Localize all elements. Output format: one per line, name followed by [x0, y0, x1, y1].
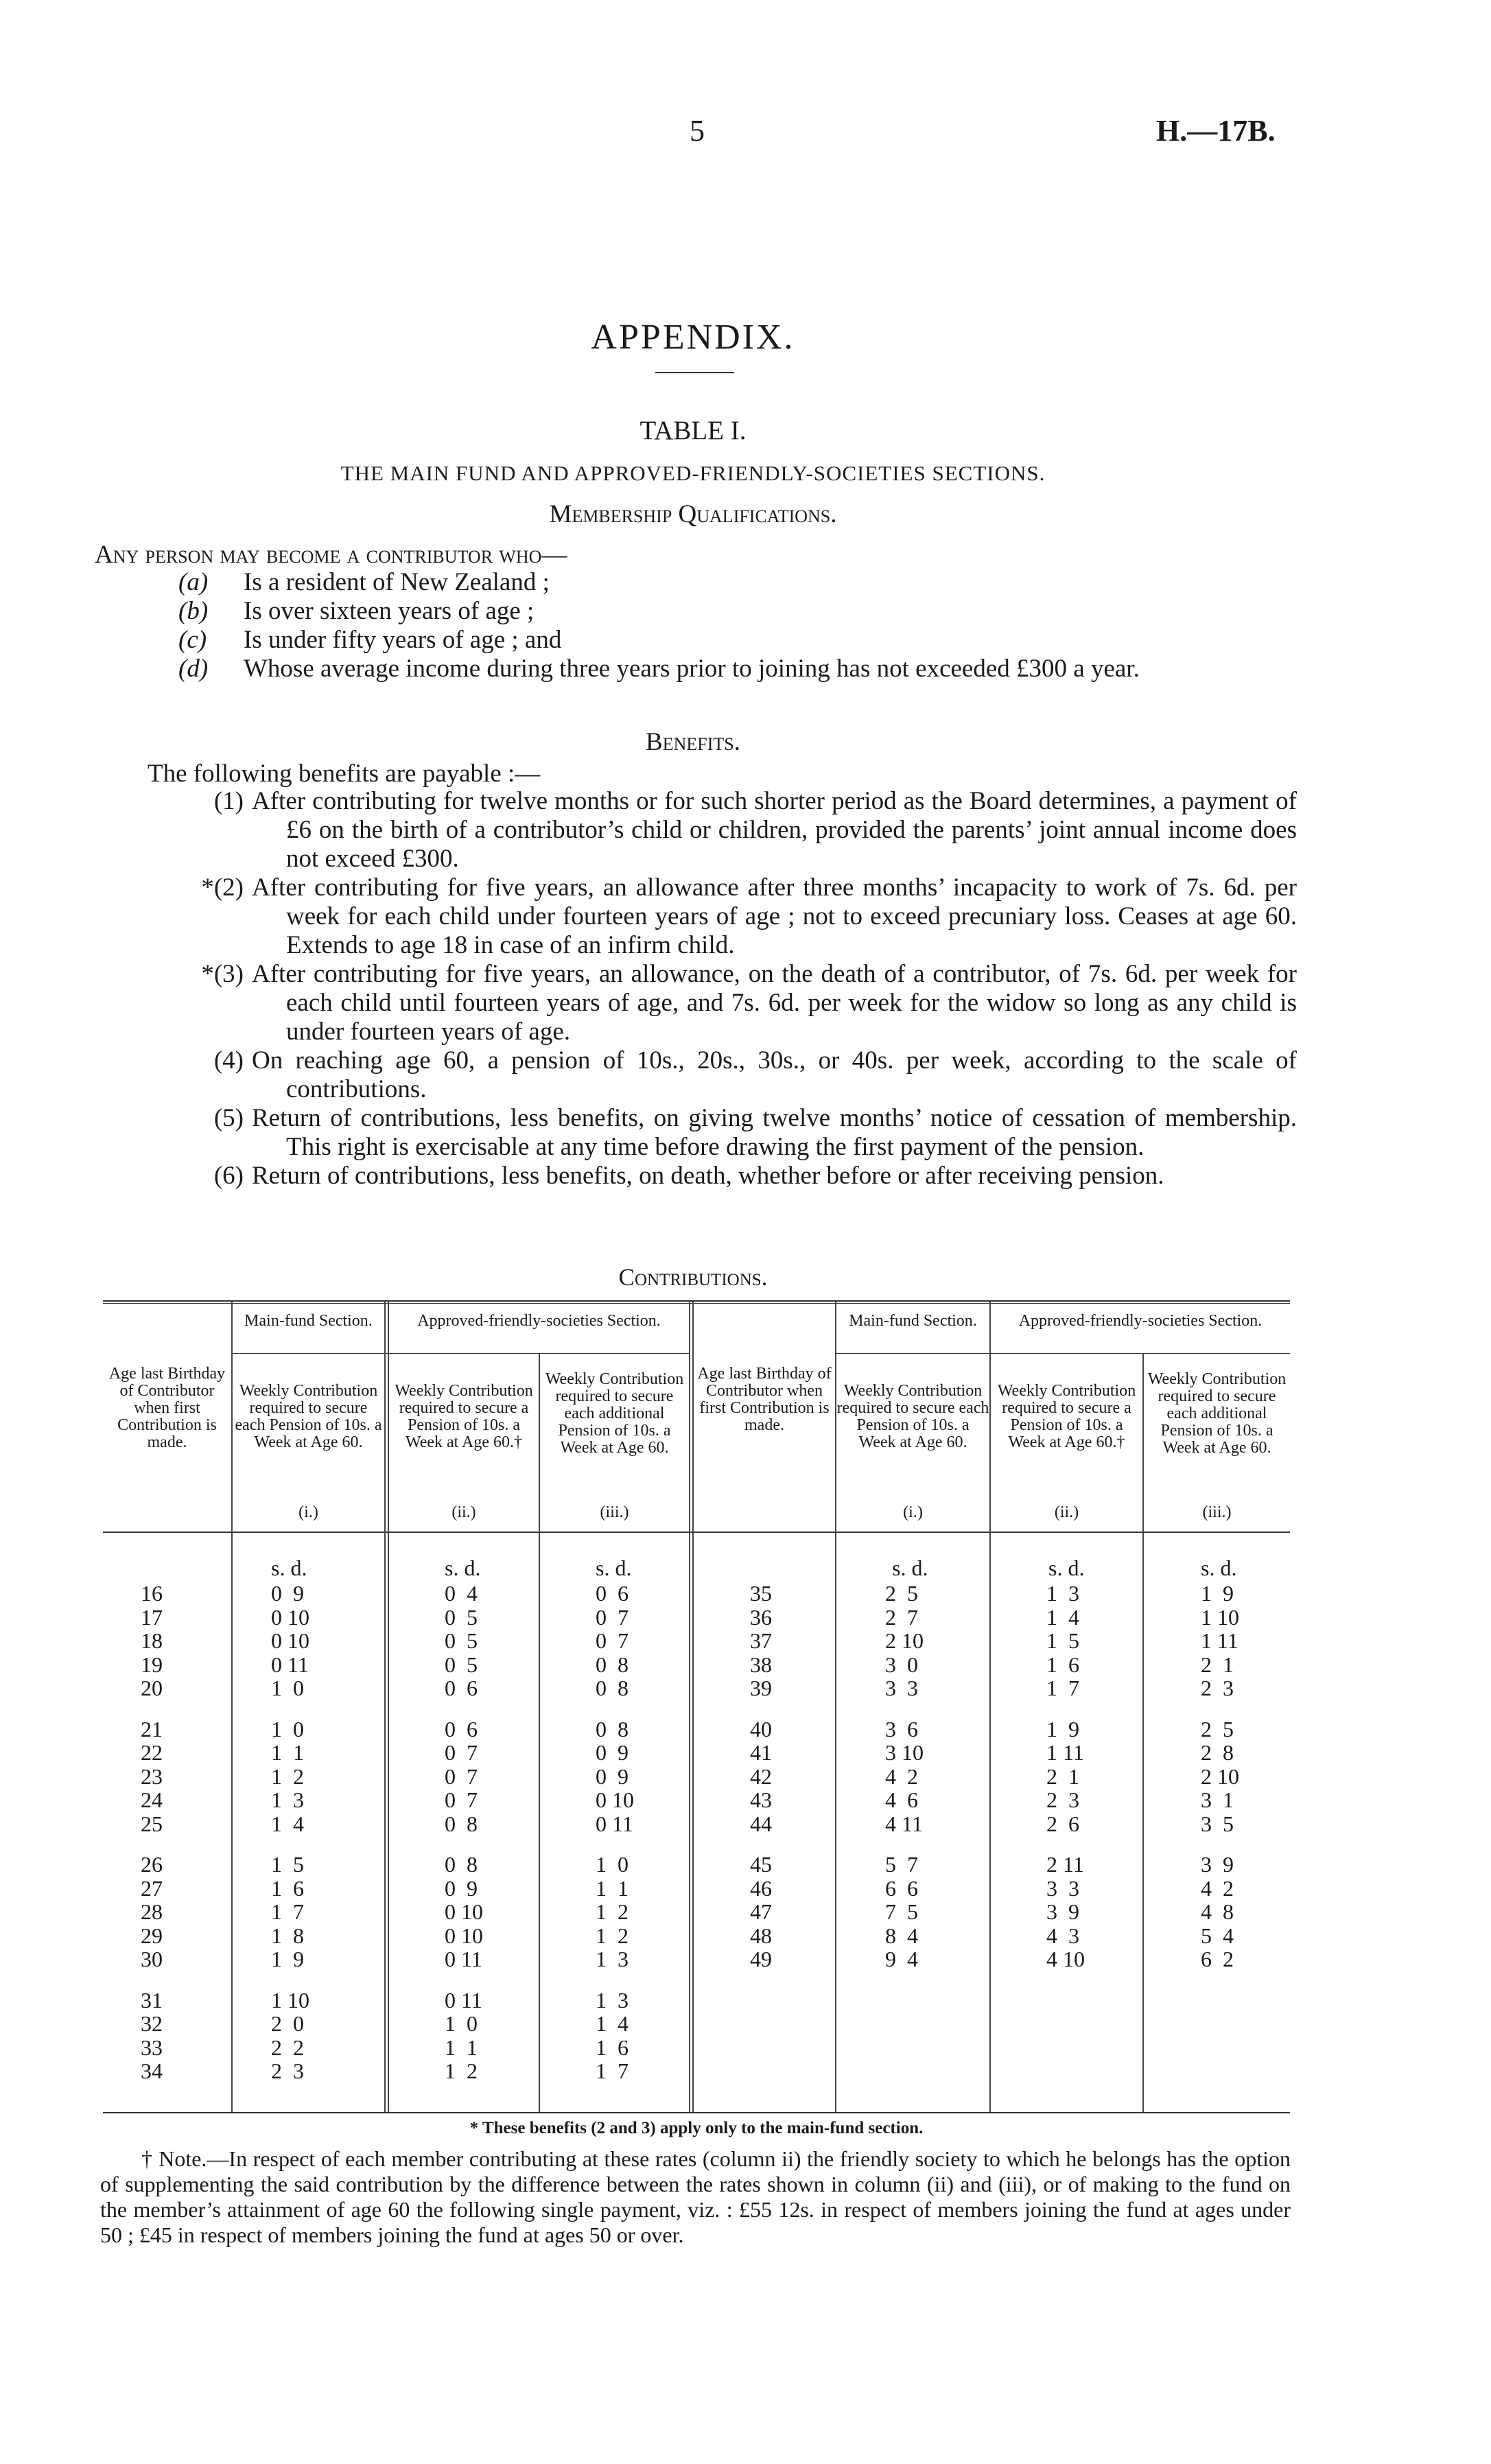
header-col-ii-right: Weekly Contribution required to secure a Pension of 10s. a Week at Age 60.† [997, 1382, 1136, 1451]
contribution-cell: 0 9 [596, 1740, 629, 1765]
table-title: TABLE I. [639, 416, 747, 445]
header-approved-right: Approved-friendly-societies Section. [1018, 1312, 1263, 1330]
contribution-cell: 4 10 [1046, 1947, 1085, 1971]
contribution-cell: 0 6 [445, 1676, 478, 1700]
header-col-iii-right: Weekly Contribution required to secure each additional Pension of 10s. a Week at Age 60. [1147, 1370, 1287, 1457]
contribution-cell: 0 10 [271, 1604, 309, 1630]
contribution-cell: 1 9 [1201, 1581, 1234, 1606]
age-cell: 31 [141, 1987, 163, 2013]
unit-label: s. d. [445, 1556, 481, 1580]
benefit-item: (6) Return of contributions, less benefits, on death, whether before or after receiving pension. [213, 1162, 1164, 1190]
age-cell: 49 [750, 1947, 772, 1971]
age-cell: 48 [750, 1923, 772, 1948]
col-number-i-left: (i.) [298, 1503, 318, 1521]
age-cell: 42 [750, 1763, 772, 1789]
header-col-i-left: Weekly Contribution required to secure each Pension of 10s. a Week at Age 60. [235, 1382, 382, 1451]
contribution-cell: 0 9 [596, 1763, 629, 1789]
contribution-cell: 1 8 [271, 1923, 304, 1948]
table-bottom-rule [103, 2112, 1290, 2113]
contribution-cell: 1 0 [445, 2011, 478, 2036]
header-col-ii-left: Weekly Contribution required to secure a Pension of 10s. a Week at Age 60.† [395, 1382, 533, 1451]
contribution-cell: 1 6 [596, 2034, 629, 2060]
contribution-cell: 8 4 [885, 1923, 918, 1948]
contribution-cell: 3 3 [885, 1676, 918, 1700]
contribution-cell: 2 11 [1046, 1852, 1084, 1877]
contribution-cell: 4 6 [885, 1787, 918, 1812]
table-top-rule-2 [103, 1303, 1290, 1304]
benefits-heading: Benefits. [646, 728, 740, 756]
benefit-item: *(3) After contributing for five years, an allowance, on the death of a contributor, of 7s. 6d. per week for each child until fourteen years of age, and 7s. 6d. per week for the widow so long as any child is under fourteen years of age. [201, 960, 1297, 1046]
contribution-cell: 4 8 [1201, 1899, 1234, 1924]
group-rule-right [835, 1353, 1290, 1354]
contribution-cell: 0 10 [596, 1787, 634, 1812]
contributions-heading: Contributions. [618, 1264, 768, 1291]
contribution-cell: 1 9 [271, 1947, 304, 1971]
contribution-cell: 0 7 [445, 1763, 478, 1789]
document-code: H.—17B. [1156, 114, 1276, 148]
contribution-cell: 4 11 [885, 1811, 923, 1836]
contribution-cell: 2 10 [1201, 1763, 1239, 1789]
contribution-cell: 2 1 [1046, 1763, 1079, 1789]
age-cell: 25 [141, 1811, 163, 1836]
contribution-cell: 3 1 [1201, 1787, 1234, 1812]
contribution-cell: 0 8 [596, 1652, 629, 1677]
contribution-cell: 1 10 [1201, 1604, 1239, 1630]
membership-list [178, 568, 1345, 683]
age-cell: 18 [141, 1628, 163, 1653]
contribution-cell: 0 11 [445, 1947, 482, 1971]
age-cell: 47 [750, 1899, 772, 1924]
contribution-cell: 3 9 [1046, 1899, 1079, 1924]
contribution-cell: 1 6 [1046, 1652, 1079, 1677]
unit-label: s. d. [892, 1556, 928, 1580]
group-rule-left [231, 1353, 689, 1354]
contribution-cell: 1 3 [1046, 1581, 1079, 1606]
contribution-cell: 0 7 [445, 1740, 478, 1765]
col-number-i-right: (i.) [903, 1503, 923, 1521]
section-subtitle: THE MAIN FUND AND APPROVED-FRIENDLY-SOCIETIES SECTIONS. [340, 461, 1046, 485]
age-cell: 41 [750, 1740, 772, 1765]
age-cell: 36 [750, 1604, 772, 1630]
age-cell: 46 [750, 1875, 772, 1901]
age-cell: 32 [141, 2011, 163, 2036]
contribution-cell: 1 2 [596, 1899, 629, 1924]
contribution-cell: 1 6 [271, 1875, 304, 1901]
contribution-cell: 1 0 [271, 1716, 304, 1741]
contribution-cell: 0 5 [445, 1604, 478, 1630]
benefit-item: (5) Return of contributions, less benefits, on giving twelve months’ notice of cessation of membership. This right is exercisable at any time before drawing the first payment of the pension. [213, 1104, 1297, 1161]
contribution-cell: 1 4 [1046, 1604, 1079, 1630]
contribution-cell: 2 2 [271, 2034, 304, 2060]
col-number-iii-left: (iii.) [600, 1503, 629, 1521]
benefit-item: (1) After contributing for twelve months or for such shorter period as the Board determines, a payment of £6 on the birth of a contributor’s child or children, provided the parents’ joint annual income does not exceed £300. [213, 787, 1297, 873]
header-age-left: Age last Birthday of Contributor when first Contribution is made. [108, 1365, 226, 1451]
contribution-cell: 2 6 [1046, 1811, 1079, 1836]
contribution-cell: 1 5 [271, 1852, 304, 1877]
contribution-cell: 2 3 [1046, 1787, 1079, 1812]
age-cell: 26 [141, 1852, 163, 1877]
contribution-cell: 1 11 [1046, 1740, 1084, 1765]
age-cell: 40 [750, 1716, 772, 1741]
age-cell: 28 [141, 1899, 163, 1924]
list-item: (a) Is a resident of New Zealand ; [178, 568, 550, 596]
age-cell: 30 [141, 1947, 163, 1971]
contribution-cell: 0 5 [445, 1652, 478, 1677]
contribution-cell: 4 2 [885, 1763, 918, 1789]
contribution-cell: 2 0 [271, 2011, 304, 2036]
age-cell: 45 [750, 1852, 772, 1877]
contribution-cell: 1 1 [445, 2034, 478, 2060]
age-cell: 16 [141, 1581, 163, 1606]
contribution-cell: 3 5 [1201, 1811, 1234, 1836]
col-divider [539, 1353, 540, 2112]
contribution-cell: 1 11 [1201, 1628, 1238, 1653]
contribution-cell: 1 3 [596, 1947, 629, 1971]
contribution-cell: 0 7 [445, 1787, 478, 1812]
age-cell: 20 [141, 1676, 163, 1700]
age-cell: 44 [750, 1811, 772, 1836]
col-divider [689, 1302, 690, 2112]
contribution-cell: 2 5 [1201, 1716, 1234, 1741]
contribution-cell: 4 2 [1201, 1875, 1234, 1901]
age-cell: 37 [750, 1628, 772, 1653]
contribution-cell: 4 3 [1046, 1923, 1079, 1948]
contribution-cell: 1 0 [271, 1676, 304, 1700]
contribution-cell: 6 2 [1201, 1947, 1234, 1971]
age-cell: 22 [141, 1740, 163, 1765]
age-cell: 21 [141, 1716, 163, 1741]
age-cell: 33 [141, 2034, 163, 2060]
contribution-cell: 1 5 [1046, 1628, 1079, 1653]
contribution-cell: 2 3 [271, 2058, 304, 2083]
footnote-dagger: † Note.—In respect of each member contributing at these rates (column ii) the friendly society to which he belongs has the option of supplementing the said contribution by the difference between the rates shown in column (ii) and (iii), or of making to the fund on the member’s attainment of age 60 the following single payment, viz. : £55 12s. in respect of members joining the fund at ages under 50 ; £45 in respect of members joining the fund at ages 50 or over. [100, 2146, 1291, 2247]
contribution-cell: 2 5 [885, 1581, 918, 1606]
age-cell: 29 [141, 1923, 163, 1948]
age-cell: 27 [141, 1875, 163, 1901]
benefit-item: (4) On reaching age 60, a pension of 10s., 20s., 30s., or 40s. per week, according to the scale of contributions. [213, 1046, 1297, 1103]
unit-label: s. d. [596, 1556, 632, 1580]
header-main-fund-left: Main-fund Section. [244, 1312, 373, 1330]
age-cell: 35 [750, 1581, 772, 1606]
header-col-i-right: Weekly Contribution required to secure each Pension of 10s. a Week at Age 60. [836, 1382, 989, 1451]
contribution-cell: 1 3 [596, 1987, 629, 2013]
page-number: 5 [690, 114, 705, 148]
contribution-cell: 1 3 [271, 1787, 304, 1812]
col-number-ii-right: (ii.) [1054, 1503, 1079, 1521]
contribution-cell: 0 11 [596, 1811, 633, 1836]
contribution-cell: 0 7 [596, 1604, 629, 1630]
membership-heading: Membership Qualifications. [549, 500, 837, 528]
title-rule [655, 372, 734, 373]
contribution-cell: 1 1 [596, 1875, 629, 1901]
contribution-cell: 9 4 [885, 1947, 918, 1971]
unit-label: s. d. [1201, 1556, 1237, 1580]
age-cell: 23 [141, 1763, 163, 1789]
header-age-right: Age last Birthday of Contributor when first Contribution is made. [697, 1365, 832, 1434]
contribution-cell: 1 7 [1046, 1676, 1079, 1700]
header-bottom-rule [103, 1532, 1290, 1533]
contribution-cell: 0 6 [445, 1716, 478, 1741]
list-item: (b) Is over sixteen years of age ; [178, 597, 535, 625]
benefit-item: *(2) After contributing for five years, an allowance after three months’ incapacity to work of 7s. 6d. per week for each child under fourteen years of age ; not to exceed precuniary loss. Ceases at age 60. Extends to age 18 in case of an infirm child. [201, 873, 1297, 959]
contribution-cell: 3 9 [1201, 1852, 1234, 1877]
contribution-cell: 2 8 [1201, 1740, 1234, 1765]
header-main-fund-right: Main-fund Section. [849, 1312, 977, 1330]
contribution-cell: 0 8 [596, 1676, 629, 1700]
header-col-iii-left: Weekly Contribution required to secure each additional Pension of 10s. a Week at Age 60. [545, 1370, 684, 1457]
list-item: (c) Is under fifty years of age ; and [178, 626, 562, 654]
col-number-ii-left: (ii.) [451, 1503, 476, 1521]
contribution-cell: 0 10 [445, 1899, 483, 1924]
col-divider [384, 1302, 386, 2112]
table-top-rule [103, 1300, 1290, 1302]
contribution-cell: 0 7 [596, 1628, 629, 1653]
contribution-cell: 0 10 [271, 1628, 309, 1653]
contribution-cell: 1 10 [271, 1987, 309, 2013]
contribution-cell: 1 4 [596, 2011, 629, 2036]
contribution-cell: 0 8 [445, 1811, 478, 1836]
unit-label: s. d. [271, 1556, 307, 1580]
contribution-cell: 3 0 [885, 1652, 918, 1677]
contribution-cell: 1 2 [271, 1763, 304, 1789]
contribution-cell: 2 7 [885, 1604, 918, 1630]
contribution-cell: 0 9 [271, 1581, 304, 1606]
contribution-cell: 2 10 [885, 1628, 924, 1653]
contribution-cell: 1 2 [596, 1923, 629, 1948]
contribution-cell: 3 10 [885, 1740, 924, 1765]
contribution-cell: 1 0 [596, 1852, 629, 1877]
contribution-cell: 1 7 [596, 2058, 629, 2083]
contribution-cell: 1 1 [271, 1740, 304, 1765]
contribution-cell: 0 10 [445, 1923, 483, 1948]
contribution-cell: 0 8 [596, 1716, 629, 1741]
col-number-iii-right: (iii.) [1202, 1503, 1232, 1521]
contribution-cell: 0 11 [445, 1987, 482, 2013]
benefits-intro: The following benefits are payable :— [148, 760, 541, 788]
age-cell: 34 [141, 2058, 163, 2083]
contribution-cell: 6 6 [885, 1875, 918, 1901]
contribution-cell: 5 4 [1201, 1923, 1234, 1948]
contribution-cell: 0 9 [445, 1875, 478, 1901]
age-cell: 39 [750, 1676, 772, 1700]
age-cell: 38 [750, 1652, 772, 1677]
contribution-cell: 0 8 [445, 1852, 478, 1877]
contribution-cell: 0 5 [445, 1628, 478, 1653]
contribution-cell: 2 1 [1201, 1652, 1234, 1677]
contribution-cell: 1 2 [445, 2058, 478, 2083]
contribution-cell: 5 7 [885, 1852, 918, 1877]
contribution-cell: 1 7 [271, 1899, 304, 1924]
age-cell: 19 [141, 1652, 163, 1677]
contribution-cell: 3 3 [1046, 1875, 1079, 1901]
col-divider [1142, 1353, 1144, 2112]
membership-intro: Any person may become a contributor who— [95, 541, 567, 569]
contribution-cell: 3 6 [885, 1716, 918, 1741]
footnote-star: * These benefits (2 and 3) apply only to the main-fund section. [469, 2119, 924, 2137]
appendix-title: APPENDIX. [591, 318, 795, 357]
benefits-list [182, 787, 1297, 1190]
header-approved-left: Approved-friendly-societies Section. [417, 1312, 661, 1330]
age-cell: 17 [141, 1604, 163, 1630]
contribution-cell: 7 5 [885, 1899, 918, 1924]
contribution-cell: 1 4 [271, 1811, 304, 1836]
contribution-cell: 0 11 [271, 1652, 309, 1677]
unit-label: s. d. [1048, 1556, 1085, 1580]
age-cell: 43 [750, 1787, 772, 1812]
contribution-cell: 2 3 [1201, 1676, 1234, 1700]
contribution-cell: 1 9 [1046, 1716, 1079, 1741]
list-item: (d) Whose average income during three years prior to joining has not exceeded £300 a year. [178, 655, 1140, 683]
contribution-cell: 0 4 [445, 1581, 478, 1606]
contribution-cell: 0 6 [596, 1581, 629, 1606]
age-cell: 24 [141, 1787, 163, 1812]
